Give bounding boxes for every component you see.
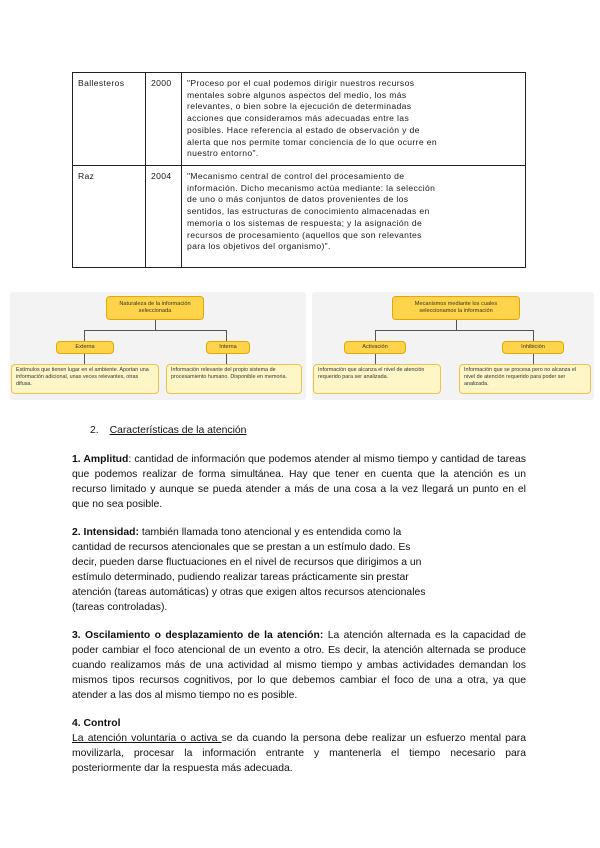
connector-line: [375, 330, 533, 331]
text-intensidad: también llamada tono atencional y es entendida como la cantidad de recursos atencionales que se prestan a un estímulo dado. Es decir, pueden darse fluctuaciones en el nivel de recursos que dirigimos a un estímulo determinado, pudiendo realizar tareas prácticamente sin prestar atención (tareas automáticas) y otras que exigen altos recursos atencionales (tareas controladas).: [72, 527, 426, 613]
heading-control: 4. Control: [72, 718, 121, 729]
text-control: se da cuando la persona debe realizar un esfuerzo mental para movilizarla, procesar la información entrante y mantenerla el tiempo necesario para posteriormente dar la respuesta más adecuada.: [72, 733, 526, 774]
paragraph-control: [72, 731, 526, 776]
definition-cell: "Proceso por el cual podemos dirigir nuestros recursos mentales sobre algunos aspectos del medio, los más relevantes, o bien sobre la ejecución de determinadas acciones que consideramos más adecuadas entre las posibles. Hace referencia al estado de observación y de alerta que nos permite tomar conciencia de lo que ocurre en nuestro entorno".: [182, 73, 526, 166]
leaf-node-activacion: Información que alcanza el nivel de atención requerido para ser analizada.: [313, 364, 441, 394]
heading-oscilamiento: 3. Oscilamiento o desplazamiento de la atención:: [72, 630, 324, 641]
branch-node-interna: Interna: [206, 341, 250, 354]
connector-line: [375, 330, 376, 341]
year-cell: 2000: [146, 73, 182, 166]
diagram-root-node: Naturaleza de la información seleccionada: [106, 296, 204, 320]
table-row: [73, 73, 526, 166]
connector-line: [375, 354, 376, 364]
definitions-table: [72, 72, 526, 268]
diagram-selection-mechanisms: [312, 292, 594, 402]
text-amplitud: : cantidad de información que podemos atender al mismo tiempo y cantidad de tareas que podemos realizar de forma simultánea. Hay que tener en cuenta que la atención es un recurso limitado y aunque se pueda atender a más de una cosa a la vez llegará un punto en el que no sea posible.: [72, 454, 527, 510]
connector-line: [226, 354, 227, 364]
definition-cell: "Mecanismo central de control del procesamiento de información. Dicho mecanismo actúa mediante: la selección de uno o más conjuntos de datos provenientes de los sentidos, las estructuras de conocimiento almacenadas en memoria o los sistemas de respuesta; y la asignación de recursos de procesamiento (aquellos que son relevantes para los objetivos del organismo)".: [182, 166, 526, 268]
branch-node-inhibicion: Inhibición: [502, 341, 564, 354]
connector-line: [533, 330, 534, 341]
paragraph-oscilamiento: [72, 628, 526, 703]
connector-line: [533, 354, 534, 364]
leaf-node-interna: Información relevante del propio sistema de procesamiento humano. Disponible en memoria.: [166, 364, 302, 394]
connector-line: [456, 320, 457, 330]
heading-amplitud: 1. Amplitud: [72, 454, 129, 465]
section-title: Características de la atención: [109, 425, 247, 436]
connector-line: [84, 330, 85, 341]
paragraph-amplitud: [72, 452, 526, 512]
author-cell: Raz: [73, 166, 146, 268]
text-oscilamiento: La atención alternada es la capacidad de poder cambiar el foco atencional de un evento a otro. Es decir, la atención alternada se produce cuando realizamos más de una actividad al mismo tiempo y ambas actividades demandan los mismos tipos recursos cognitivos, por lo que debemos cambiar el foco de una a otra, ya que atender a las dos al mismo tiempo no es posible.: [72, 630, 527, 701]
connector-line: [155, 320, 156, 330]
heading-control-block: [72, 716, 121, 731]
branch-node-activacion: Activación: [344, 341, 406, 354]
heading-intensidad: 2. Intensidad:: [72, 527, 139, 538]
author-cell: Ballesteros: [73, 73, 146, 166]
leaf-node-inhibicion: Información que se procesa pero no alcanza el nivel de atención requerido para poder ser analizada.: [459, 364, 591, 394]
connector-line: [84, 354, 85, 364]
diagram-root-node: Mecanismos mediante los cuales seleccionamos la información: [392, 296, 520, 320]
section-heading: [90, 423, 246, 438]
leaf-node-externa: Estímulos que tienen lugar en el ambiente. Aportan una información adicional, unas veces relevantes, otras difusa.: [11, 364, 159, 394]
paragraph-intensidad: [72, 525, 432, 615]
connector-line: [84, 330, 226, 331]
year-cell: 2004: [146, 166, 182, 268]
branch-node-externa: Externa: [56, 341, 114, 354]
section-number: 2.: [90, 425, 99, 436]
diagram-information-nature: [10, 292, 306, 402]
link-atencion-voluntaria: La atención voluntaria o activa: [72, 733, 222, 744]
table-row: [73, 166, 526, 268]
connector-line: [226, 330, 227, 341]
